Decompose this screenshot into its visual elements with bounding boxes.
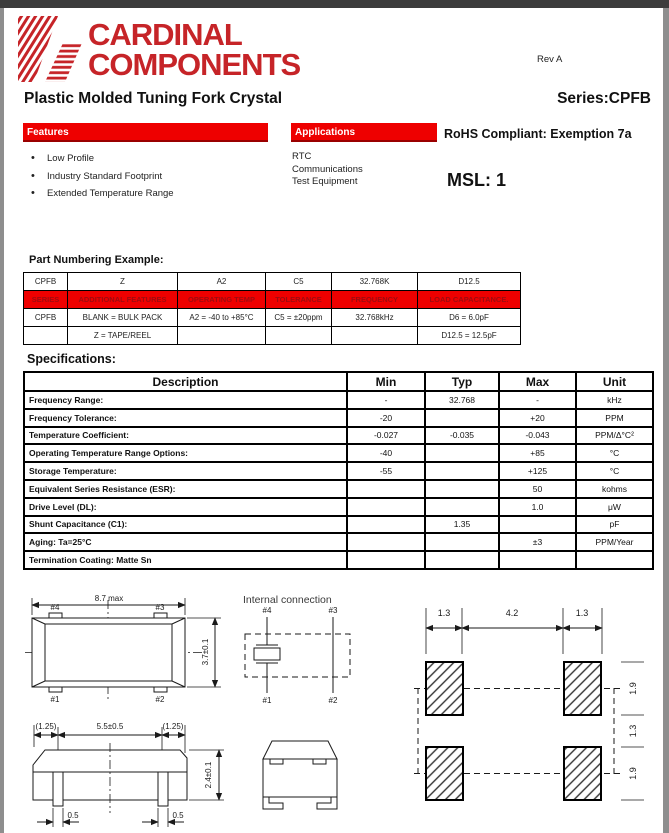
spec-row (24, 480, 653, 498)
spec-unit: PPM (576, 409, 653, 427)
spec-row (24, 427, 653, 445)
brand-line2: COMPONENTS (88, 47, 301, 82)
spec-row (24, 551, 653, 569)
dimension-label: 8.7 max (94, 594, 124, 603)
dimension-label: 5.5±0.5 (96, 722, 124, 731)
dimension-label: 1.3 (628, 724, 638, 738)
spec-max (499, 551, 576, 569)
spec-max: ±3 (499, 533, 576, 551)
spec-typ (425, 533, 499, 551)
pin-label: #3 (328, 606, 338, 615)
application-item: RTC (292, 151, 312, 162)
package-side-view-drawing (25, 713, 230, 833)
spec-max: 1.0 (499, 498, 576, 516)
part-options-row (24, 327, 521, 345)
table-cell (332, 327, 418, 345)
spec-max: +20 (499, 409, 576, 427)
dimension-label: 2.4±0.1 (204, 761, 213, 789)
package-end-view-drawing (255, 733, 347, 821)
pin-label: #1 (50, 695, 60, 704)
table-cell: Z = TAPE/REEL (68, 327, 178, 345)
solder-pad (426, 747, 463, 800)
rohs-compliance-label: RoHS Compliant: Exemption 7a (444, 127, 632, 141)
spec-row (24, 533, 653, 551)
spec-row (24, 498, 653, 516)
part-numbering-heading: Part Numbering Example: (29, 254, 164, 266)
table-cell (178, 327, 266, 345)
table-cell: 32.768K (332, 273, 418, 291)
specifications-table (23, 371, 654, 570)
table-cell: A2 = -40 to +85°C (178, 309, 266, 327)
features-header: Features (23, 123, 268, 142)
table-cell: LOAD CAPACITANCE. (418, 291, 521, 309)
logo-right-stripes (45, 43, 82, 82)
pin-label: #3 (155, 603, 165, 612)
pin-label: #1 (262, 696, 272, 705)
solder-pad (564, 662, 601, 715)
spec-typ: 1.35 (425, 516, 499, 534)
spec-description: Aging: Ta=25°C (24, 533, 347, 551)
dimension-label: 1.3 (437, 608, 451, 618)
pin-label: #4 (262, 606, 272, 615)
page-title: Plastic Molded Tuning Fork Crystal (24, 90, 283, 107)
table-cell: C5 = ±20ppm (266, 309, 332, 327)
spec-unit: PPM/Δ°C² (576, 427, 653, 445)
spec-max: +125 (499, 462, 576, 480)
table-cell: D6 = 6.0pF (418, 309, 521, 327)
spec-description: Termination Coating: Matte Sn (24, 551, 347, 569)
spec-column-header: Max (499, 372, 576, 391)
dimension-label: 0.5 (172, 811, 184, 820)
spec-description: Shunt Capacitance (C1): (24, 516, 347, 534)
internal-connection-diagram (240, 600, 358, 706)
table-cell: SERIES (24, 291, 68, 309)
solder-pad (426, 662, 463, 715)
part-numbering-table (23, 272, 521, 345)
features-list (28, 150, 268, 203)
spec-unit: PPM/Year (576, 533, 653, 551)
spec-typ (425, 480, 499, 498)
spec-typ: 32.768 (425, 391, 499, 409)
spec-typ (425, 498, 499, 516)
spec-min (347, 498, 425, 516)
table-cell: BLANK = BULK PACK (68, 309, 178, 327)
spec-column-header: Typ (425, 372, 499, 391)
rev-label: Rev A (537, 54, 563, 65)
brand-line1: CARDINAL (88, 17, 242, 52)
applications-list (292, 151, 363, 189)
table-cell: TOLERANCE (266, 291, 332, 309)
table-cell: A2 (178, 273, 266, 291)
application-item: Communications (292, 163, 363, 175)
spec-max: - (499, 391, 576, 409)
spec-max: +85 (499, 444, 576, 462)
table-cell: ADDITIONAL FEATURES (68, 291, 178, 309)
table-cell: C5 (266, 273, 332, 291)
spec-row (24, 462, 653, 480)
spec-typ: -0.035 (425, 427, 499, 445)
spec-description: Frequency Range: (24, 391, 347, 409)
feature-item: • Industry Standard Footprint (28, 168, 268, 186)
table-cell: Z (68, 273, 178, 291)
part-example-row (24, 273, 521, 291)
pin-label: #2 (328, 696, 338, 705)
table-cell: CPFB (24, 273, 68, 291)
land-pattern-drawing (408, 598, 663, 833)
spec-column-header: Min (347, 372, 425, 391)
dimension-label: 4.2 (505, 608, 519, 618)
package-top-view-drawing (25, 588, 225, 712)
spec-min: -20 (347, 409, 425, 427)
spec-description: Temperature Coefficient: (24, 427, 347, 445)
spec-column-header: Description (24, 372, 347, 391)
part-options-row (24, 309, 521, 327)
table-cell: D12.5 = 12.5pF (418, 327, 521, 345)
spec-min: -55 (347, 462, 425, 480)
table-cell (24, 327, 68, 345)
spec-description: Frequency Tolerance: (24, 409, 347, 427)
spec-unit: kHz (576, 391, 653, 409)
table-cell (266, 327, 332, 345)
dimension-label: (1.25) (35, 722, 57, 731)
spec-unit: pF (576, 516, 653, 534)
feature-item: • Low Profile (28, 150, 268, 168)
table-cell: 32.768kHz (332, 309, 418, 327)
spec-description: Operating Temperature Range Options: (24, 444, 347, 462)
applications-header: Applications (291, 123, 437, 142)
spec-min (347, 533, 425, 551)
spec-min: - (347, 391, 425, 409)
dimension-label: (1.25) (162, 722, 184, 731)
spec-min: -0.027 (347, 427, 425, 445)
spec-unit: μW (576, 498, 653, 516)
spec-row (24, 516, 653, 534)
dimension-label: 0.5 (67, 811, 79, 820)
crystal-symbol (254, 617, 280, 693)
spec-max: -0.043 (499, 427, 576, 445)
spec-unit (576, 551, 653, 569)
spec-typ (425, 551, 499, 569)
spec-min (347, 516, 425, 534)
spec-row (24, 391, 653, 409)
spec-max: 50 (499, 480, 576, 498)
spec-typ (425, 444, 499, 462)
cardinal-logo-icon (18, 16, 84, 84)
part-category-row (24, 291, 521, 309)
series-label: Series:CPFB (557, 90, 651, 107)
feature-item: • Extended Temperature Range (28, 185, 268, 203)
table-cell: OPERATING TEMP (178, 291, 266, 309)
spec-description: Equivalent Series Resistance (ESR): (24, 480, 347, 498)
spec-row (24, 409, 653, 427)
spec-typ (425, 409, 499, 427)
internal-connection-title: Internal connection (243, 594, 332, 606)
spec-unit: °C (576, 462, 653, 480)
spec-unit: °C (576, 444, 653, 462)
spec-min (347, 551, 425, 569)
spec-header-row (24, 372, 653, 391)
brand-name (88, 17, 301, 82)
specifications-heading: Specifications: (27, 352, 116, 366)
spec-description: Storage Temperature: (24, 462, 347, 480)
application-item: Test Equipment (292, 176, 358, 187)
dimension-label: 1.9 (628, 767, 638, 780)
spec-row (24, 444, 653, 462)
table-cell: FREQUENCY (332, 291, 418, 309)
left-foot (263, 797, 283, 809)
spec-max (499, 516, 576, 534)
spec-description: Drive Level (DL): (24, 498, 347, 516)
viewer-top-bar (0, 0, 669, 8)
spec-min (347, 480, 425, 498)
spec-typ (425, 462, 499, 480)
right-foot (317, 797, 337, 809)
dimension-label: 1.3 (575, 608, 589, 618)
table-cell: CPFB (24, 309, 68, 327)
spec-unit: kohms (576, 480, 653, 498)
dimension-label: 3.7±0.1 (201, 638, 210, 666)
pin-label: #4 (50, 603, 60, 612)
msl-label: MSL: 1 (447, 170, 507, 190)
pin-label: #2 (155, 695, 165, 704)
dimension-label: 1.9 (628, 682, 638, 695)
table-cell: D12.5 (418, 273, 521, 291)
spec-min: -40 (347, 444, 425, 462)
solder-pad (564, 747, 601, 800)
spec-column-header: Unit (576, 372, 653, 391)
